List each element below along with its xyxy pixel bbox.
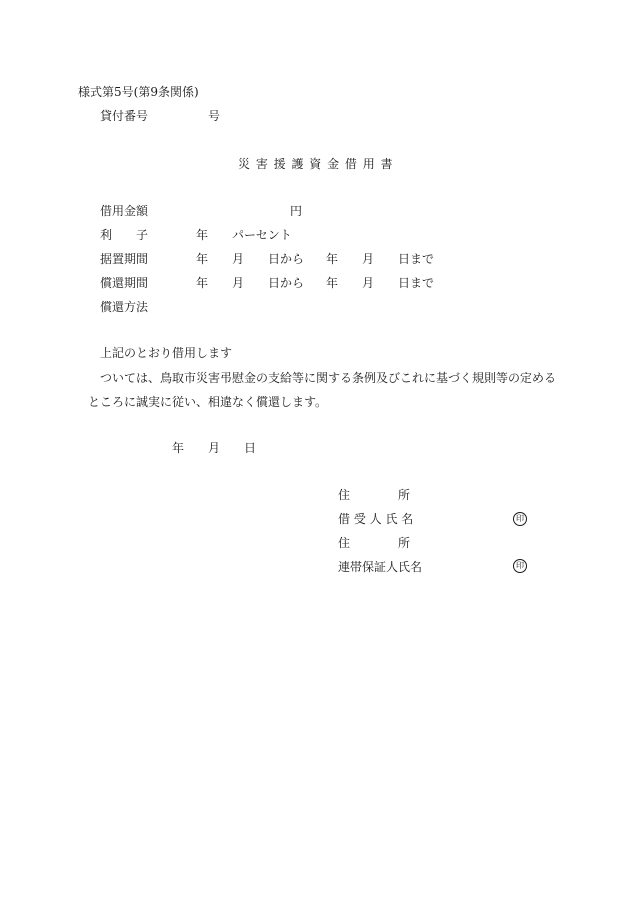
form-id: 様式第5号(第9条関係) [78, 85, 199, 99]
guarantor-address-label: 住 所 [338, 536, 411, 550]
loan-number-suffix: 号 [208, 109, 221, 123]
date-month: 月 [208, 441, 221, 455]
guarantor-seal-mark: 印 [513, 559, 527, 573]
repayment-year: 年 [196, 276, 209, 290]
date-year: 年 [172, 441, 185, 455]
interest-year: 年 [196, 228, 209, 242]
repayment-year2: 年 [326, 276, 339, 290]
interest-label: 利 子 [100, 228, 149, 242]
body-line-3: ところに誠実に従い、相違なく償還します。 [88, 395, 328, 409]
deferment-until: 日まで [398, 252, 435, 266]
deferment-month2: 月 [362, 252, 375, 266]
deferment-year2: 年 [326, 252, 339, 266]
amount-label: 借用金額 [100, 204, 149, 218]
borrower-seal-mark: 印 [513, 512, 527, 526]
borrower-address-label: 住 所 [338, 488, 411, 502]
date-day: 日 [244, 441, 257, 455]
borrower-name-label: 借 受 人 氏 名 [338, 512, 414, 526]
repayment-until: 日まで [398, 276, 435, 290]
repayment-method-label: 償還方法 [100, 300, 149, 314]
repayment-month: 月 [232, 276, 245, 290]
body-line-2: ついては、鳥取市災害弔慰金の支給等に関する条例及びこれに基づく規則等の定める [100, 371, 557, 385]
repayment-month2: 月 [362, 276, 375, 290]
repayment-from: 日から [268, 276, 305, 290]
interest-percent: パーセント [232, 228, 292, 242]
deferment-month: 月 [232, 252, 245, 266]
guarantor-name-label: 連帯保証人氏名 [338, 560, 423, 574]
loan-number-label: 貸付番号 [100, 109, 149, 123]
repayment-period-label: 償還期間 [100, 276, 149, 290]
deferment-year: 年 [196, 252, 209, 266]
deferment-from: 日から [268, 252, 305, 266]
deferment-label: 据置期間 [100, 252, 149, 266]
document-title: 災 害 援 護 資 金 借 用 書 [238, 157, 394, 171]
body-line-1: 上記のとおり借用します [100, 346, 233, 360]
amount-unit: 円 [290, 204, 303, 218]
